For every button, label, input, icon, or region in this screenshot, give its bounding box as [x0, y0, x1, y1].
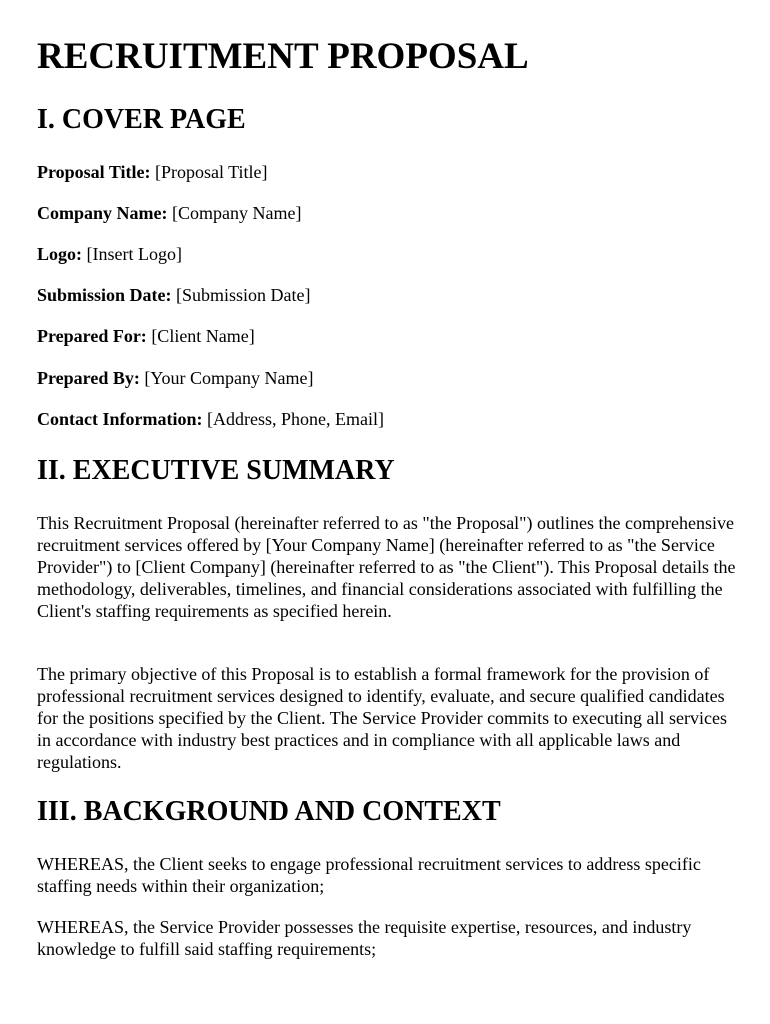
- field-label: Contact Information:: [37, 409, 203, 429]
- field-value: [Client Name]: [151, 326, 255, 346]
- field-label: Logo:: [37, 244, 82, 264]
- field-proposal-title: [37, 161, 268, 183]
- paragraph-background-1: WHEREAS, the Client seeks to engage professional recruitment services to address specific staffing needs within their organization;: [37, 854, 701, 896]
- field-submission-date: [37, 284, 311, 306]
- document-title: RECRUITMENT PROPOSAL: [37, 36, 529, 77]
- field-value: [Submission Date]: [176, 285, 311, 305]
- field-value: [Address, Phone, Email]: [206, 409, 384, 429]
- field-label: Company Name:: [37, 203, 168, 223]
- section-heading-cover-page: I. COVER PAGE: [37, 104, 246, 135]
- section-heading-background-context: III. BACKGROUND AND CONTEXT: [37, 796, 501, 827]
- field-label: Prepared By:: [37, 368, 140, 388]
- field-label: Prepared For:: [37, 326, 147, 346]
- paragraph-executive-summary-2: The primary objective of this Proposal is to establish a formal framework for the provision of professional recruitment services designed to identify, evaluate, and secure qualified candidates for the positions specified by the Client. The Service Provider commits to executing all services in accordance with industry best practices and in compliance with all applicable laws and regulations.: [37, 664, 728, 772]
- field-company-name: [37, 202, 301, 224]
- field-prepared-by: [37, 367, 313, 389]
- field-logo: [37, 243, 182, 265]
- field-label: Submission Date:: [37, 285, 172, 305]
- section-heading-executive-summary: II. EXECUTIVE SUMMARY: [37, 455, 395, 486]
- field-label: Proposal Title:: [37, 162, 151, 182]
- field-value: [Company Name]: [172, 203, 302, 223]
- field-prepared-for: [37, 325, 255, 347]
- field-value: [Proposal Title]: [155, 162, 268, 182]
- paragraph-executive-summary-1: This Recruitment Proposal (hereinafter referred to as "the Proposal") outlines the comprehensive recruitment services offered by [Your Company Name] (hereinafter referred to as "the Service Provider") to [Client Company] (hereinafter referred to as "the Client"). This Proposal details the methodology, deliverables, timelines, and financial considerations associated with fulfilling the Client's staffing requirements as specified herein.: [37, 513, 736, 621]
- paragraph-background-2: WHEREAS, the Service Provider possesses the requisite expertise, resources, and industry knowledge to fulfill said staffing requirements;: [37, 917, 692, 959]
- field-value: [Your Company Name]: [144, 368, 314, 388]
- field-value: [Insert Logo]: [86, 244, 182, 264]
- field-contact-information: [37, 408, 384, 430]
